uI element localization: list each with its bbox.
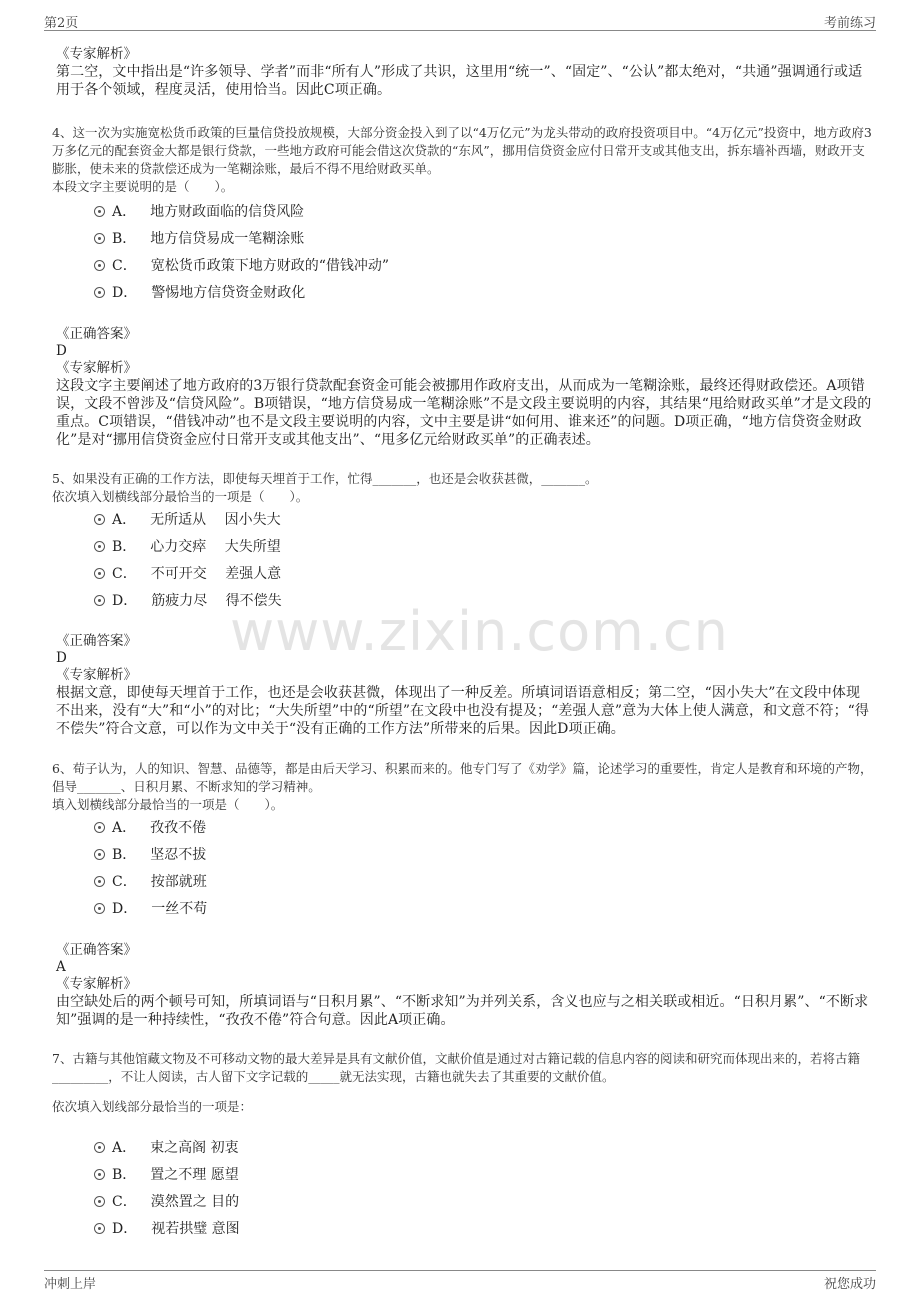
q6-prompt: 填入划横线部分最恰当的一项是（ ）。 xyxy=(52,797,284,812)
answer-label: 《正确答案》 xyxy=(56,633,137,649)
radio-icon[interactable] xyxy=(94,822,105,833)
q3-explanation-block xyxy=(56,46,874,99)
radio-icon[interactable] xyxy=(94,1223,105,1234)
radio-icon[interactable] xyxy=(94,1196,105,1207)
page-number: 第2页 xyxy=(44,16,79,31)
q7-option-c[interactable]: C． 漠然置之 目的 xyxy=(94,1192,240,1219)
answer-label: 《正确答案》 xyxy=(56,326,137,342)
q6-stem-text: 6、荀子认为，人的知识、智慧、品德等，都是由后天学习、积累而来的。他专门写了《劝学》篇，论述学习的重要性，肯定人是教育和环境的产物，倡导_______、日积月累、不断求知的学习精神。 xyxy=(52,761,873,794)
q6-option-a[interactable]: A． 孜孜不倦 xyxy=(94,818,207,845)
q6-option-d[interactable]: D． 一丝不苟 xyxy=(94,899,207,926)
q5-option-b[interactable]: B． 心力交瘁 大失所望 xyxy=(94,537,282,564)
q4-answer: D xyxy=(56,343,67,359)
footer-right: 祝您成功 xyxy=(823,1277,876,1292)
q6-options xyxy=(94,818,207,926)
q4-stem xyxy=(52,124,874,196)
q5-explanation: 根据文意，即使每天埋首于工作，也还是会收获甚微，体现出了一种反差。所填词语语意相反；第二空，“因小失大”在文段中体现不出来，没有“大”和“小”的对比；“大失所望”中的“所望”在文段中也没有提及；“差强人意”意为大体上使人满意，和文意不符；“得不偿失”符合文意，可以作为文中关于“没有正确的工作方法”所带来的后果。因此D项正确。 xyxy=(56,685,870,737)
q4-prompt: 本段文字主要说明的是（ ）。 xyxy=(52,179,234,194)
q5-stem-text: 5、如果没有正确的工作方法，即使每天埋首于工作，忙得_______，也还是会收获甚微，_______。 xyxy=(52,471,598,486)
q3-explanation: 第二空，文中指出是“许多领导、学者”而非“所有人”形成了共识，这里用“统一”、“固定”、“公认”都太绝对，“共通”强调通行或适用于各个领域，程度灵活，使用恰当。因此C项正确。 xyxy=(56,64,863,98)
q6-answer: A xyxy=(56,959,66,975)
q4-option-b[interactable]: B． 地方信贷易成一笔糊涂账 xyxy=(94,229,389,256)
watermark: www.zixin.com.cn xyxy=(230,600,729,663)
radio-icon[interactable] xyxy=(94,568,105,579)
q6-option-b[interactable]: B． 坚忍不拔 xyxy=(94,845,207,872)
expert-label: 《专家解析》 xyxy=(56,360,137,376)
q4-option-d[interactable]: D． 警惕地方信贷资金财政化 xyxy=(94,283,389,310)
radio-icon[interactable] xyxy=(94,260,105,271)
q5-option-d[interactable]: D． 筋疲力尽 得不偿失 xyxy=(94,591,282,618)
q5-option-a[interactable]: A． 无所适从 因小失大 xyxy=(94,510,282,537)
q5-prompt: 依次填入划横线部分最恰当的一项是（ ）。 xyxy=(52,489,309,504)
q4-stem-text: 4、这一次为实施宽松货币政策的巨量信贷投放规模，大部分资金投入到了以“4万亿元”为龙头带动的政府投资项目中。“4万亿元”投资中，地方政府3万多亿元的配套资金大都是银行贷款，一些地方政府可能会借这次贷款的“东风”，挪用信贷资金应付日常开支或其他支出，拆东墙补西墙，财政开支膨胀，使未来的贷款偿还成为一笔糊涂账，最后不得不甩给财政买单。 xyxy=(52,125,872,176)
radio-icon[interactable] xyxy=(94,514,105,525)
expert-label: 《专家解析》 xyxy=(56,667,137,683)
q6-explanation: 由空缺处后的两个顿号可知，所填词语与“日积月累”、“不断求知”为并列关系，含义也应与之相关联或相近。“日积月累”、“不断求知”强调的是一种持续性，“孜孜不倦”符合句意。因此A项正确。 xyxy=(56,994,869,1028)
page-footer xyxy=(44,1270,876,1292)
q7-option-d[interactable]: D． 视若拱璧 意图 xyxy=(94,1219,240,1246)
header-title: 考前练习 xyxy=(823,16,876,31)
q5-option-c[interactable]: C． 不可开交 差强人意 xyxy=(94,564,282,591)
q5-stem xyxy=(52,470,874,506)
q7-stem xyxy=(52,1050,874,1116)
radio-icon[interactable] xyxy=(94,903,105,914)
radio-icon[interactable] xyxy=(94,849,105,860)
q5-answer: D xyxy=(56,650,67,666)
radio-icon[interactable] xyxy=(94,1142,105,1153)
q6-option-c[interactable]: C． 按部就班 xyxy=(94,872,207,899)
q6-stem xyxy=(52,760,874,814)
q4-option-c[interactable]: C． 宽松货币政策下地方财政的“借钱冲动” xyxy=(94,256,389,283)
radio-icon[interactable] xyxy=(94,541,105,552)
radio-icon[interactable] xyxy=(94,595,105,606)
page-header xyxy=(44,8,876,31)
q4-options xyxy=(94,202,389,310)
radio-icon[interactable] xyxy=(94,1169,105,1180)
radio-icon[interactable] xyxy=(94,233,105,244)
answer-label: 《正确答案》 xyxy=(56,942,137,958)
radio-icon[interactable] xyxy=(94,206,105,217)
q7-options xyxy=(94,1138,240,1246)
q5-options xyxy=(94,510,282,618)
q4-answer-block xyxy=(56,326,874,449)
footer-left: 冲刺上岸 xyxy=(44,1277,97,1292)
q7-stem-text: 7、古籍与其他馆藏文物及不可移动文物的最大差异是具有文献价值，文献价值是通过对古籍记载的信息内容的阅读和研究而体现出来的，若将古籍_________，不让人阅读，古人留下文字记载的_____就无法实现，古籍也就失去了其重要的文献价值。 xyxy=(52,1051,860,1084)
radio-icon[interactable] xyxy=(94,876,105,887)
q4-explanation: 这段文字主要阐述了地方政府的3万银行贷款配套资金可能会被挪用作政府支出，从而成为一笔糊涂账，最终还得财政偿还。A项错误，文段不曾涉及“信贷风险”。B项错误，“地方信贷易成一笔糊涂账”不是文段主要说明的内容，其结果“甩给财政买单”才是文段的重点。C项错误，“借钱冲动”也不是文段主要说明的内容，文中主要是讲“如何用、谁来还”的问题。D项正确，“地方信贷资金财政化”是对“挪用信贷资金应付日常开支或其他支出”、“甩多亿元给财政买单”的正确表述。 xyxy=(56,378,872,448)
q4-option-a[interactable]: A． 地方财政面临的信贷风险 xyxy=(94,202,389,229)
q5-answer-block xyxy=(56,633,874,738)
expert-label: 《专家解析》 xyxy=(56,976,137,992)
q7-option-a[interactable]: A． 束之高阁 初衷 xyxy=(94,1138,240,1165)
q7-prompt: 依次填入划线部分最恰当的一项是： xyxy=(52,1099,253,1114)
q7-option-b[interactable]: B． 置之不理 愿望 xyxy=(94,1165,240,1192)
radio-icon[interactable] xyxy=(94,287,105,298)
q6-answer-block xyxy=(56,942,874,1029)
expert-label: 《专家解析》 xyxy=(56,46,137,62)
